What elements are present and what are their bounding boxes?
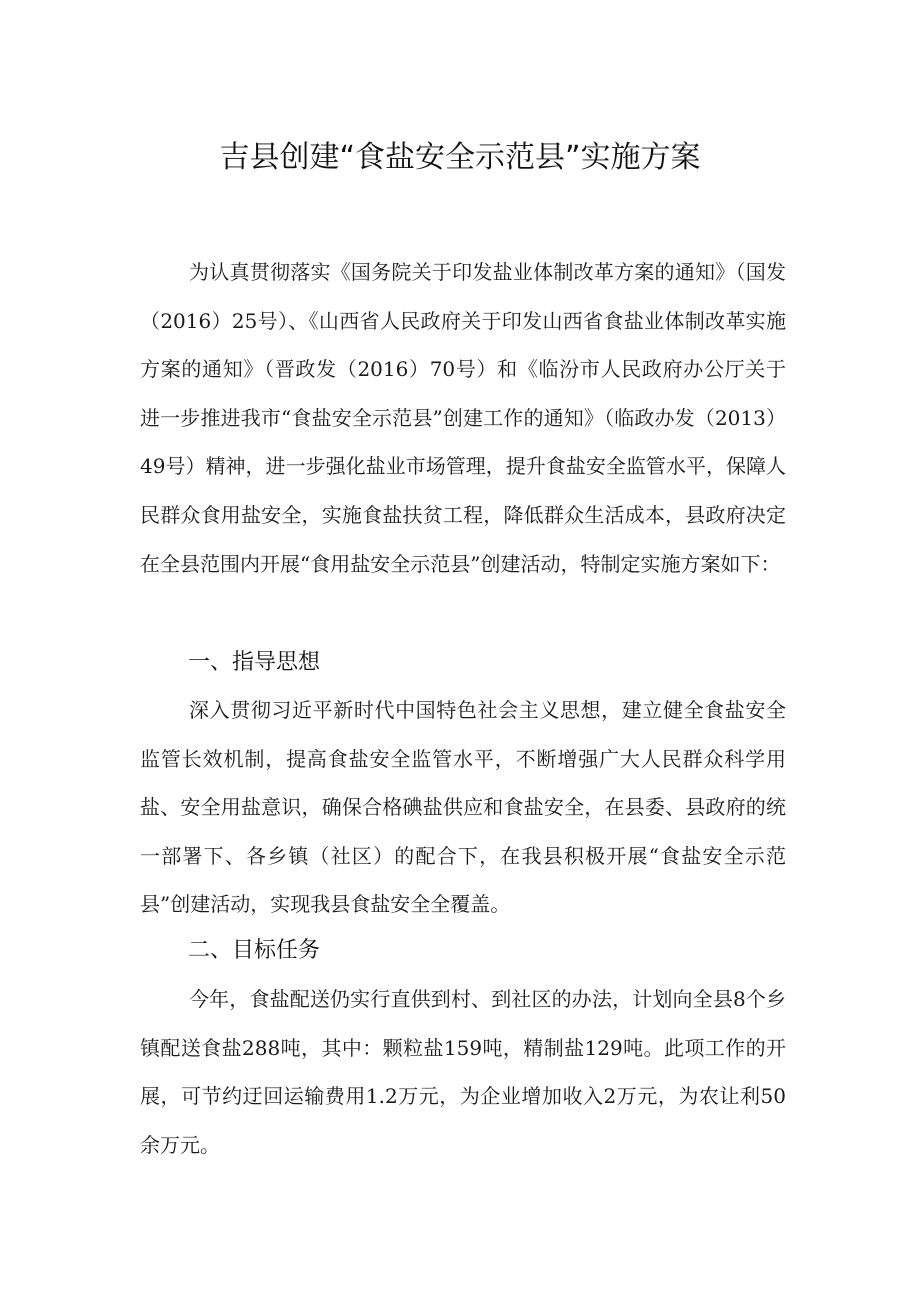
section-heading-goals-tasks: 二、目标任务: [188, 938, 321, 963]
section-paragraph-guiding-ideology: [140, 686, 786, 929]
intro-text: 为认真贯彻落实《国务院关于印发盐业体制改革方案的通知》（国发（2016）25号）、《山西省人民政府关于印发山西省食盐业体制改革实施方案的通知》（晋政发（2016）70号）和《临汾市人民政府办公厅关于进一步推进我市“食盐安全示范县”创建工作的通知》（临政办发（2013）49号）精神，进一步强化盐业市场管理，提升食盐安全监管水平，保障人民群众食用盐安全，实施食盐扶贫工程，降低群众生活成本，县政府决定在全县范围内开展“食用盐安全示范县”创建活动，特制定实施方案如下：: [140, 260, 786, 576]
section-heading-guiding-ideology: 一、指导思想: [188, 650, 321, 675]
section-paragraph-goals-tasks: [140, 975, 786, 1169]
page-title: 吉县创建“食盐安全示范县”实施方案: [219, 140, 701, 175]
intro-paragraph: [140, 248, 786, 588]
section-text: 深入贯彻习近平新时代中国特色社会主义思想，建立健全食盐安全监管长效机制，提高食盐安全监管水平，不断增强广大人民群众科学用盐、安全用盐意识，确保合格碘盐供应和食盐安全，在县委、县政府的统一部署下、各乡镇（社区）的配合下，在我县积极开展“食盐安全示范县”创建活动，实现我县食盐安全全覆盖。: [140, 698, 786, 917]
section-text: 今年，食盐配送仍实行直供到村、到社区的办法，计划向全县8个乡镇配送食盐288吨，其中：颗粒盐159吨，精制盐129吨。此项工作的开展，可节约迂回运输费用1.2万元，为企业增加收入2万元，为农让利50余万元。: [140, 987, 786, 1157]
